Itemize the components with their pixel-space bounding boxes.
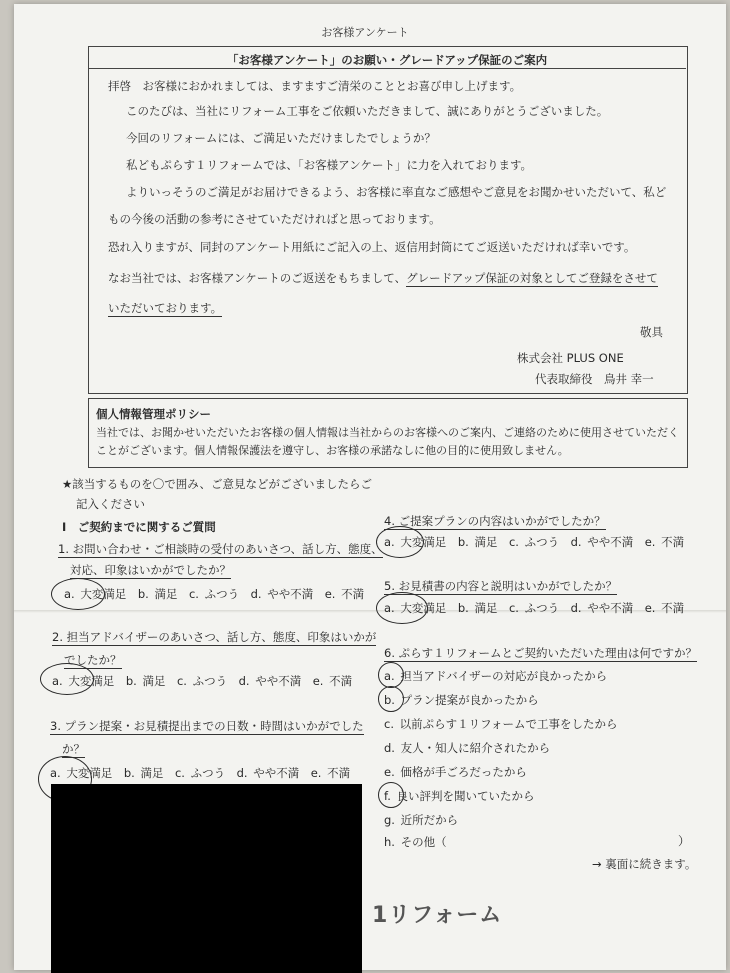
question-1-text: 1. お問い合わせ・ご相談時の受付のあいさつ、話し方、態度、 [58,542,383,556]
letter-line: 今回のリフォームには、ご満足いただけましたでしょうか？ [126,131,436,145]
letter-closing: 敬具 [640,325,663,339]
letter-line: このたびは、当社にリフォーム工事をご依頼いただきまして、誠にありがとうございました。 [126,104,609,118]
answer-scale-q5[interactable]: a. 大変満足 b. 満足 c. ふつう d. やや不満 e. 不満 [384,601,685,615]
question-3-text: か？ [62,742,85,756]
survey-intro: 記入ください [76,497,145,511]
answer-circle-q4 [376,526,424,558]
answer-scale-q2[interactable]: a. 大変満足 b. 満足 c. ふつう d. やや不満 e. 不満 [52,674,353,688]
privacy-title: 個人情報管理ポリシー [96,407,211,421]
answer-circle-reason-a [378,662,404,688]
question-5 [384,578,617,594]
representative: 代表取締役 鳥井 幸一 [535,372,654,386]
privacy-line: 当社では、お聞かせいただいたお客様の個人情報は当社からのお客様へのご案内、ご連絡のために使用させていただく [96,426,679,439]
reason-option-h[interactable]: h. その他（ [384,835,447,849]
section-heading: Ⅰ ご契約までに関するご質問 [62,520,216,534]
letter-line: 恐れ入りますが、同封のアンケート用紙にご記入の上、返信用封筒にてご返送いただければ幸いです。 [108,240,636,254]
letter-line-emphasis: グレードアップ保証の対象としてご登録をさせて [406,271,658,285]
reason-option-b[interactable]: b. プラン提案が良かったから [384,693,539,707]
question-6 [384,645,697,661]
reason-option-g[interactable]: g. 近所だから [384,813,459,827]
question-5-text: 5. お見積書の内容と説明はいかがでしたか？ [384,579,618,593]
question-1 [70,562,231,578]
reason-option-a[interactable]: a. 担当アドバイザーの対応が良かったから [384,669,608,683]
letter-title-divider [88,68,686,69]
letter-line: もの今後の活動の参考にさせていただければと思っております。 [108,212,441,226]
reason-option-f[interactable]: f. 良い評判を聞いていたから [384,789,535,803]
question-1 [58,541,383,557]
question-3 [50,718,364,734]
question-2-text: でしたか？ [64,653,122,667]
reason-option-d[interactable]: d. 友人・知人に紹介されたから [384,741,551,755]
answer-circle-q5 [376,592,428,624]
question-6-text: 6. ぷらす１リフォームとご契約いただいた理由は何ですか？ [384,646,698,660]
question-1-text: 対応、印象はいかがでしたか？ [70,563,231,577]
letter-line [108,270,658,286]
question-2-text: 2. 担当アドバイザーのあいさつ、話し方、態度、印象はいかが [52,630,377,644]
letter-line-text: なお当社では、お客様アンケートのご返送をもちまして、 [108,271,407,285]
question-4 [384,513,606,529]
letter-line [108,300,222,316]
answer-scale-q4[interactable]: a. 大変満足 b. 満足 c. ふつう d. やや不満 e. 不満 [384,535,685,549]
letter-line-emphasis: いただいております。 [108,301,223,315]
letter-line: 拝啓 お客様におかれましては、ますますご清栄のこととお喜び申し上げます。 [108,79,522,93]
redaction-block [51,784,362,973]
survey-intro: ★該当するものを〇で囲み、ご意見などがございましたらご [62,477,372,491]
letter-title: 「お客様アンケート」のお願い・グレードアップ保証のご案内 [226,53,548,67]
answer-circle-reason-b [378,686,404,712]
question-3-text: 3. プラン提案・お見積提出までの日数・時間はいかがでした [50,719,364,733]
answer-circle-q1 [51,578,105,610]
company-logo: 1リフォーム [372,903,503,928]
question-4-text: 4. ご提案プランの内容はいかがでしたか？ [384,514,606,528]
reason-option-e[interactable]: e. 価格が手ごろだったから [384,765,527,779]
company-name: 株式会社 PLUS ONE [517,351,624,365]
letter-line: 私どもぷらす１リフォームでは、「お客様アンケート」に力を入れております。 [126,158,533,172]
continue-note: → 裏面に続きます。 [592,857,697,871]
answer-circle-reason-f [378,782,404,808]
letter-line: よりいっそうのご満足がお届けできるよう、お客様に率直なご感想やご意見をお聞かせいただいて、私ど [126,185,667,199]
privacy-text [96,424,681,460]
reason-option-c[interactable]: c. 以前ぷらす１リフォームで工事をしたから [384,717,618,731]
answer-scale-q3[interactable]: a. 大変満足 b. 満足 c. ふつう d. やや不満 e. 不満 [50,766,351,780]
page-title: お客様アンケート [321,26,409,39]
privacy-line: ことがございます。個人情報保護法を遵守し、お客様の承諾なしに他の目的に使用致しません。 [96,444,569,457]
question-2 [52,629,376,645]
other-paren-close: ） [678,834,691,848]
question-3 [62,741,85,757]
answer-scale-q1[interactable]: a. 大変満足 b. 満足 c. ふつう d. やや不満 e. 不満 [64,587,365,601]
answer-circle-q2 [40,663,94,695]
